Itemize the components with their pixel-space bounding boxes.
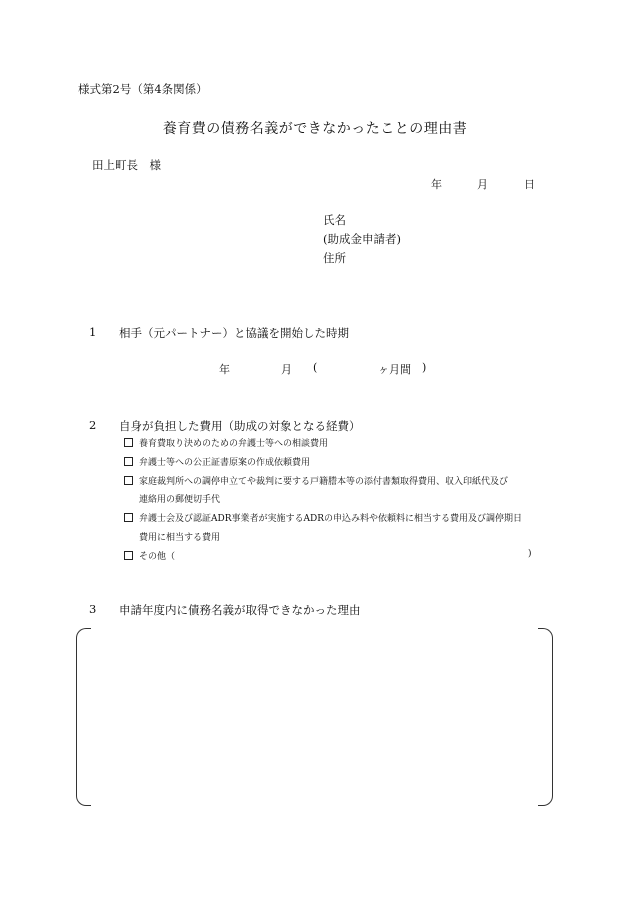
section1-number: 1 <box>89 325 97 339</box>
applicant-role-label: (助成金申請者) <box>323 232 401 246</box>
expense-checkbox-other[interactable] <box>124 549 175 562</box>
date-year-label: 年 <box>431 178 442 191</box>
applicant-address-label: 住所 <box>323 251 346 265</box>
expense-checkbox-notary-draft[interactable] <box>124 455 310 468</box>
section2-title: 自身が負担した費用（助成の対象となる経費） <box>119 419 361 433</box>
checkbox-icon[interactable] <box>124 513 133 522</box>
expense-item-label: 養育費取り決めのための弁護士等への相談費用 <box>139 439 329 449</box>
reason-field-right-bracket <box>538 628 553 806</box>
checkbox-icon[interactable] <box>124 457 133 466</box>
section3-number: 3 <box>89 602 97 616</box>
reason-text-area[interactable] <box>92 634 536 798</box>
expense-item-continuation: 連絡用の郵便切手代 <box>139 495 221 505</box>
section2-number: 2 <box>89 418 97 432</box>
expense-checkbox-consultation[interactable] <box>124 436 328 449</box>
period-months-label: ヶ月間 <box>378 363 411 376</box>
period-month-label: 月 <box>281 363 292 376</box>
expense-item-label: 弁護士等への公正証書原案の作成依頼費用 <box>139 458 311 468</box>
checkbox-icon[interactable] <box>124 476 133 485</box>
date-month-label: 月 <box>477 178 488 191</box>
expense-item-label: 弁護士会及び認証ADR事業者が実施するADRの申込み料や依頼料に相当する費用及び調停期日 <box>139 514 522 524</box>
period-close-paren: ) <box>422 361 427 374</box>
period-open-paren: ( <box>313 361 318 374</box>
section1-title: 相手（元パートナー）と協議を開始した時期 <box>119 326 349 340</box>
reason-field-left-bracket <box>76 628 91 806</box>
checkbox-icon[interactable] <box>124 551 133 560</box>
form-number: 様式第2号（第4条関係） <box>78 82 208 96</box>
expense-checkbox-court-documents[interactable] <box>124 474 508 487</box>
expense-checkbox-adr[interactable] <box>124 511 522 524</box>
addressee: 田上町長 様 <box>92 158 161 172</box>
expense-item-label: 家庭裁判所への調停申立てや裁判に要する戸籍謄本等の添付書類取得費用、収入印紙代及び <box>139 477 509 487</box>
applicant-name-label: 氏名 <box>323 213 346 227</box>
document-title: 養育費の債務名義ができなかったことの理由書 <box>162 121 468 137</box>
date-day-label: 日 <box>524 178 535 191</box>
checkbox-icon[interactable] <box>124 438 133 447</box>
other-close-paren: ) <box>528 549 532 559</box>
expense-item-continuation: 費用に相当する費用 <box>139 533 221 543</box>
section3-title: 申請年度内に債務名義が取得できなかった理由 <box>119 603 361 617</box>
period-year-label: 年 <box>219 363 230 376</box>
expense-item-label: その他（ <box>139 552 176 562</box>
